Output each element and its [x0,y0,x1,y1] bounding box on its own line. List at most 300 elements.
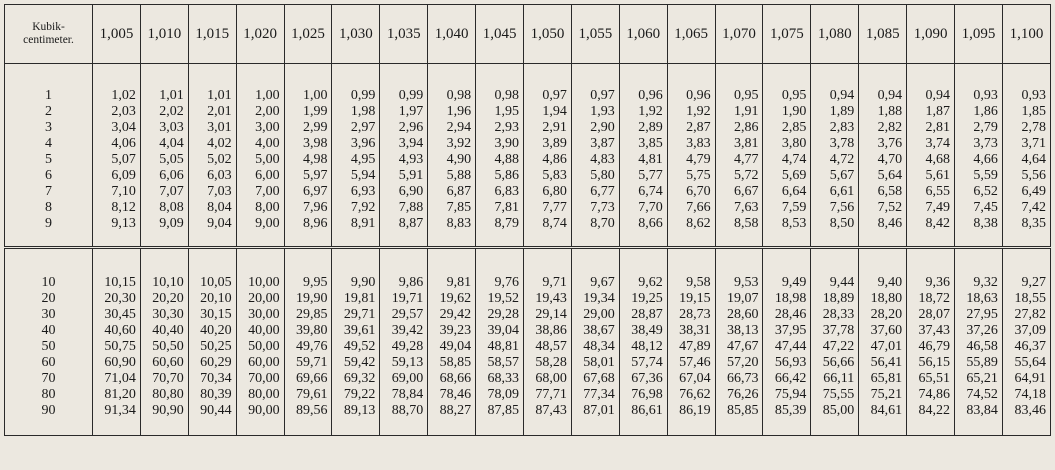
weight-cell: 3,96 [332,136,380,152]
blank-cell [859,232,907,248]
weight-cell: 1,89 [811,104,859,120]
spacer-row [5,251,1051,275]
weight-cell: 28,73 [667,307,715,323]
weight-cell: 6,03 [188,168,236,184]
weight-cell: 1,01 [140,88,188,104]
weight-cell: 6,61 [811,184,859,200]
weight-cell: 49,76 [284,339,332,355]
weight-cell: 19,07 [715,291,763,307]
weight-cell: 8,74 [524,216,572,232]
blank-cell [763,251,811,275]
weight-cell: 5,88 [428,168,476,184]
weight-cell: 8,00 [236,200,284,216]
weight-cell: 10,00 [236,275,284,291]
blank-cell [476,64,524,89]
volume-label: 4 [5,136,93,152]
volume-label: 2 [5,104,93,120]
weight-cell: 1,98 [332,104,380,120]
weight-cell: 7,66 [667,200,715,216]
weight-cell: 7,73 [571,200,619,216]
blank-cell [1002,251,1050,275]
weight-cell: 38,49 [619,323,667,339]
table-row [5,216,1051,232]
blank-cell [236,419,284,436]
weight-cell: 6,70 [667,184,715,200]
weight-cell: 46,58 [955,339,1003,355]
weight-cell: 0,93 [1002,88,1050,104]
blank-cell [571,232,619,248]
weight-cell: 79,22 [332,387,380,403]
volume-label: 40 [5,323,93,339]
blank-cell [1002,419,1050,436]
blank-cell [188,64,236,89]
blank-cell [236,232,284,248]
weight-cell: 8,79 [476,216,524,232]
weight-cell: 8,87 [380,216,428,232]
weight-cell: 40,20 [188,323,236,339]
weight-cell: 29,14 [524,307,572,323]
weight-cell: 1,99 [284,104,332,120]
table-row [5,291,1051,307]
blank-cell [619,64,667,89]
weight-cell: 59,13 [380,355,428,371]
weight-cell: 2,93 [476,120,524,136]
density-header: 1,030 [332,5,380,64]
table-row [5,104,1051,120]
weight-cell: 74,18 [1002,387,1050,403]
weight-cell: 3,92 [428,136,476,152]
weight-cell: 78,84 [380,387,428,403]
weight-cell: 79,61 [284,387,332,403]
weight-cell: 2,82 [859,120,907,136]
weight-cell: 4,79 [667,152,715,168]
weight-cell: 86,19 [667,403,715,419]
weight-cell: 5,72 [715,168,763,184]
weight-cell: 67,36 [619,371,667,387]
blank-cell [715,251,763,275]
weight-cell: 9,32 [955,275,1003,291]
weight-cell: 27,95 [955,307,1003,323]
weight-cell: 1,97 [380,104,428,120]
weight-cell: 9,40 [859,275,907,291]
weight-cell: 4,83 [571,152,619,168]
weight-cell: 29,28 [476,307,524,323]
weight-cell: 30,30 [140,307,188,323]
weight-cell: 7,88 [380,200,428,216]
volume-label: 20 [5,291,93,307]
weight-cell: 9,13 [93,216,141,232]
weight-cell: 19,71 [380,291,428,307]
weight-cell: 89,56 [284,403,332,419]
weight-cell: 6,58 [859,184,907,200]
weight-cell: 37,78 [811,323,859,339]
blank-cell [571,251,619,275]
weight-cell: 7,52 [859,200,907,216]
table-row [5,88,1051,104]
corner-header [5,5,93,64]
weight-cell: 6,64 [763,184,811,200]
table-row [5,184,1051,200]
weight-cell: 39,61 [332,323,380,339]
blank-cell [667,251,715,275]
weight-cell: 76,98 [619,387,667,403]
density-header: 1,005 [93,5,141,64]
weight-cell: 46,37 [1002,339,1050,355]
weight-cell: 8,70 [571,216,619,232]
weight-cell: 9,86 [380,275,428,291]
weight-cell: 59,71 [284,355,332,371]
weight-cell: 7,49 [907,200,955,216]
weight-cell: 5,64 [859,168,907,184]
weight-cell: 30,00 [236,307,284,323]
weight-cell: 7,81 [476,200,524,216]
weight-cell: 75,21 [859,387,907,403]
blank-cell [428,232,476,248]
weight-cell: 19,34 [571,291,619,307]
blank-cell [236,64,284,89]
volume-label: 30 [5,307,93,323]
weight-cell: 75,94 [763,387,811,403]
density-header: 1,010 [140,5,188,64]
weight-cell: 30,15 [188,307,236,323]
weight-cell: 2,81 [907,120,955,136]
weight-cell: 80,39 [188,387,236,403]
blank-cell [380,419,428,436]
weight-cell: 18,55 [1002,291,1050,307]
weight-cell: 49,28 [380,339,428,355]
weight-cell: 9,36 [907,275,955,291]
weight-cell: 8,38 [955,216,1003,232]
weight-cell: 7,10 [93,184,141,200]
weight-cell: 7,45 [955,200,1003,216]
weight-cell: 29,57 [380,307,428,323]
weight-cell: 60,60 [140,355,188,371]
weight-cell: 18,72 [907,291,955,307]
weight-cell: 4,81 [619,152,667,168]
weight-cell: 4,66 [955,152,1003,168]
table-row [5,387,1051,403]
weight-cell: 0,98 [476,88,524,104]
table-row [5,339,1051,355]
weight-cell: 1,92 [619,104,667,120]
density-header: 1,020 [236,5,284,64]
blank-cell [524,251,572,275]
weight-cell: 8,62 [667,216,715,232]
weight-cell: 19,43 [524,291,572,307]
weight-cell: 2,83 [811,120,859,136]
blank-cell [763,64,811,89]
blank-cell [188,251,236,275]
blank-cell [619,251,667,275]
weight-cell: 70,70 [140,371,188,387]
weight-cell: 1,85 [1002,104,1050,120]
weight-cell: 6,06 [140,168,188,184]
weight-cell: 2,96 [380,120,428,136]
weight-cell: 20,00 [236,291,284,307]
volume-label: 1 [5,88,93,104]
blank-cell [476,419,524,436]
volume-label: 7 [5,184,93,200]
weight-cell: 77,34 [571,387,619,403]
weight-cell: 9,81 [428,275,476,291]
weight-cell: 28,07 [907,307,955,323]
weight-cell: 3,74 [907,136,955,152]
blank-cell [907,419,955,436]
weight-cell: 3,90 [476,136,524,152]
blank-cell [763,232,811,248]
weight-cell: 56,41 [859,355,907,371]
weight-cell: 7,59 [763,200,811,216]
weight-cell: 4,74 [763,152,811,168]
blank-cell [715,232,763,248]
blank-cell [93,64,141,89]
blank-cell [284,64,332,89]
weight-cell: 2,78 [1002,120,1050,136]
blank-cell [715,64,763,89]
weight-cell: 37,60 [859,323,907,339]
weight-cell: 5,61 [907,168,955,184]
density-header: 1,055 [571,5,619,64]
weight-cell: 0,99 [380,88,428,104]
weight-cell: 0,94 [907,88,955,104]
blank-cell [811,419,859,436]
blank-cell [667,419,715,436]
weight-cell: 84,22 [907,403,955,419]
weight-cell: 0,95 [763,88,811,104]
weight-cell: 19,62 [428,291,476,307]
weight-cell: 90,90 [140,403,188,419]
density-header: 1,095 [955,5,1003,64]
weight-cell: 1,02 [93,88,141,104]
table-row [5,371,1051,387]
weight-cell: 8,08 [140,200,188,216]
weight-cell: 60,90 [93,355,141,371]
weight-cell: 75,55 [811,387,859,403]
weight-cell: 5,80 [571,168,619,184]
blank-cell [140,64,188,89]
weight-cell: 19,90 [284,291,332,307]
weight-cell: 55,64 [1002,355,1050,371]
weight-cell: 88,27 [428,403,476,419]
weight-cell: 8,53 [763,216,811,232]
blank-cell [955,419,1003,436]
weight-cell: 27,82 [1002,307,1050,323]
density-header: 1,075 [763,5,811,64]
weight-cell: 58,57 [476,355,524,371]
weight-cell: 40,40 [140,323,188,339]
weight-cell: 8,96 [284,216,332,232]
weight-cell: 6,80 [524,184,572,200]
density-header: 1,070 [715,5,763,64]
weight-cell: 4,77 [715,152,763,168]
weight-cell: 5,02 [188,152,236,168]
weight-cell: 4,68 [907,152,955,168]
weight-cell: 47,22 [811,339,859,355]
blank-cell [332,64,380,89]
weight-cell: 8,35 [1002,216,1050,232]
weight-cell: 87,85 [476,403,524,419]
weight-cell: 70,00 [236,371,284,387]
weight-cell: 69,66 [284,371,332,387]
blank-cell [93,232,141,248]
weight-cell: 4,98 [284,152,332,168]
weight-cell: 9,62 [619,275,667,291]
weight-cell: 80,80 [140,387,188,403]
weight-cell: 1,93 [571,104,619,120]
weight-cell: 76,26 [715,387,763,403]
weight-cell: 38,13 [715,323,763,339]
blank-cell [811,64,859,89]
weight-cell: 9,27 [1002,275,1050,291]
weight-cell: 0,93 [955,88,1003,104]
spacer-row [5,232,1051,248]
weight-cell: 58,01 [571,355,619,371]
blank-cell [428,251,476,275]
weight-cell: 39,80 [284,323,332,339]
blank-cell [907,64,955,89]
weight-cell: 78,09 [476,387,524,403]
weight-cell: 5,83 [524,168,572,184]
weight-cell: 6,90 [380,184,428,200]
volume-label: 6 [5,168,93,184]
weight-cell: 8,91 [332,216,380,232]
weight-cell: 4,93 [380,152,428,168]
weight-cell: 7,07 [140,184,188,200]
weight-cell: 49,04 [428,339,476,355]
volume-weight-table [4,4,1051,436]
weight-cell: 60,00 [236,355,284,371]
weight-cell: 2,99 [284,120,332,136]
conversion-table-page [4,4,1051,436]
weight-cell: 5,56 [1002,168,1050,184]
blank-cell [619,232,667,248]
blank-cell [955,64,1003,89]
weight-cell: 59,42 [332,355,380,371]
weight-cell: 1,91 [715,104,763,120]
weight-cell: 28,60 [715,307,763,323]
table-row [5,403,1051,419]
weight-cell: 18,89 [811,291,859,307]
weight-cell: 5,05 [140,152,188,168]
density-header: 1,065 [667,5,715,64]
weight-cell: 70,34 [188,371,236,387]
weight-cell: 3,83 [667,136,715,152]
volume-label: 50 [5,339,93,355]
blank-cell [571,64,619,89]
weight-cell: 10,05 [188,275,236,291]
volume-label: 5 [5,152,93,168]
weight-cell: 58,28 [524,355,572,371]
weight-cell: 48,34 [571,339,619,355]
weight-cell: 4,06 [93,136,141,152]
weight-cell: 3,03 [140,120,188,136]
weight-cell: 47,67 [715,339,763,355]
weight-cell: 69,00 [380,371,428,387]
weight-cell: 8,83 [428,216,476,232]
weight-cell: 3,89 [524,136,572,152]
weight-cell: 76,62 [667,387,715,403]
weight-cell: 0,97 [571,88,619,104]
weight-cell: 4,90 [428,152,476,168]
weight-cell: 4,04 [140,136,188,152]
weight-cell: 9,04 [188,216,236,232]
weight-cell: 39,23 [428,323,476,339]
weight-cell: 69,32 [332,371,380,387]
weight-cell: 2,03 [93,104,141,120]
weight-cell: 7,42 [1002,200,1050,216]
blank-cell [5,419,93,436]
weight-cell: 3,87 [571,136,619,152]
volume-label: 80 [5,387,93,403]
weight-cell: 64,91 [1002,371,1050,387]
blank-cell [188,232,236,248]
blank-cell [236,251,284,275]
weight-cell: 66,11 [811,371,859,387]
weight-cell: 6,87 [428,184,476,200]
weight-cell: 37,95 [763,323,811,339]
weight-cell: 5,59 [955,168,1003,184]
blank-cell [140,232,188,248]
weight-cell: 4,88 [476,152,524,168]
weight-cell: 68,00 [524,371,572,387]
weight-cell: 1,86 [955,104,1003,120]
weight-cell: 2,85 [763,120,811,136]
blank-cell [332,251,380,275]
weight-cell: 5,07 [93,152,141,168]
weight-cell: 6,67 [715,184,763,200]
weight-cell: 28,87 [619,307,667,323]
weight-cell: 81,20 [93,387,141,403]
weight-cell: 57,74 [619,355,667,371]
table-row [5,120,1051,136]
weight-cell: 48,81 [476,339,524,355]
weight-cell: 40,00 [236,323,284,339]
weight-cell: 83,84 [955,403,1003,419]
weight-cell: 9,44 [811,275,859,291]
weight-cell: 5,91 [380,168,428,184]
weight-cell: 2,90 [571,120,619,136]
blank-cell [380,64,428,89]
weight-cell: 85,00 [811,403,859,419]
weight-cell: 2,02 [140,104,188,120]
weight-cell: 2,79 [955,120,1003,136]
blank-cell [140,419,188,436]
blank-cell [619,419,667,436]
weight-cell: 68,33 [476,371,524,387]
weight-cell: 4,64 [1002,152,1050,168]
weight-cell: 6,74 [619,184,667,200]
blank-cell [476,232,524,248]
weight-cell: 9,95 [284,275,332,291]
weight-cell: 7,03 [188,184,236,200]
weight-cell: 86,61 [619,403,667,419]
density-header: 1,085 [859,5,907,64]
weight-cell: 20,20 [140,291,188,307]
weight-cell: 2,01 [188,104,236,120]
density-header: 1,090 [907,5,955,64]
header-row [5,5,1051,64]
weight-cell: 4,86 [524,152,572,168]
weight-cell: 89,13 [332,403,380,419]
weight-cell: 2,86 [715,120,763,136]
weight-cell: 48,12 [619,339,667,355]
blank-cell [332,419,380,436]
weight-cell: 2,00 [236,104,284,120]
weight-cell: 3,00 [236,120,284,136]
density-header: 1,080 [811,5,859,64]
weight-cell: 57,20 [715,355,763,371]
weight-cell: 9,90 [332,275,380,291]
